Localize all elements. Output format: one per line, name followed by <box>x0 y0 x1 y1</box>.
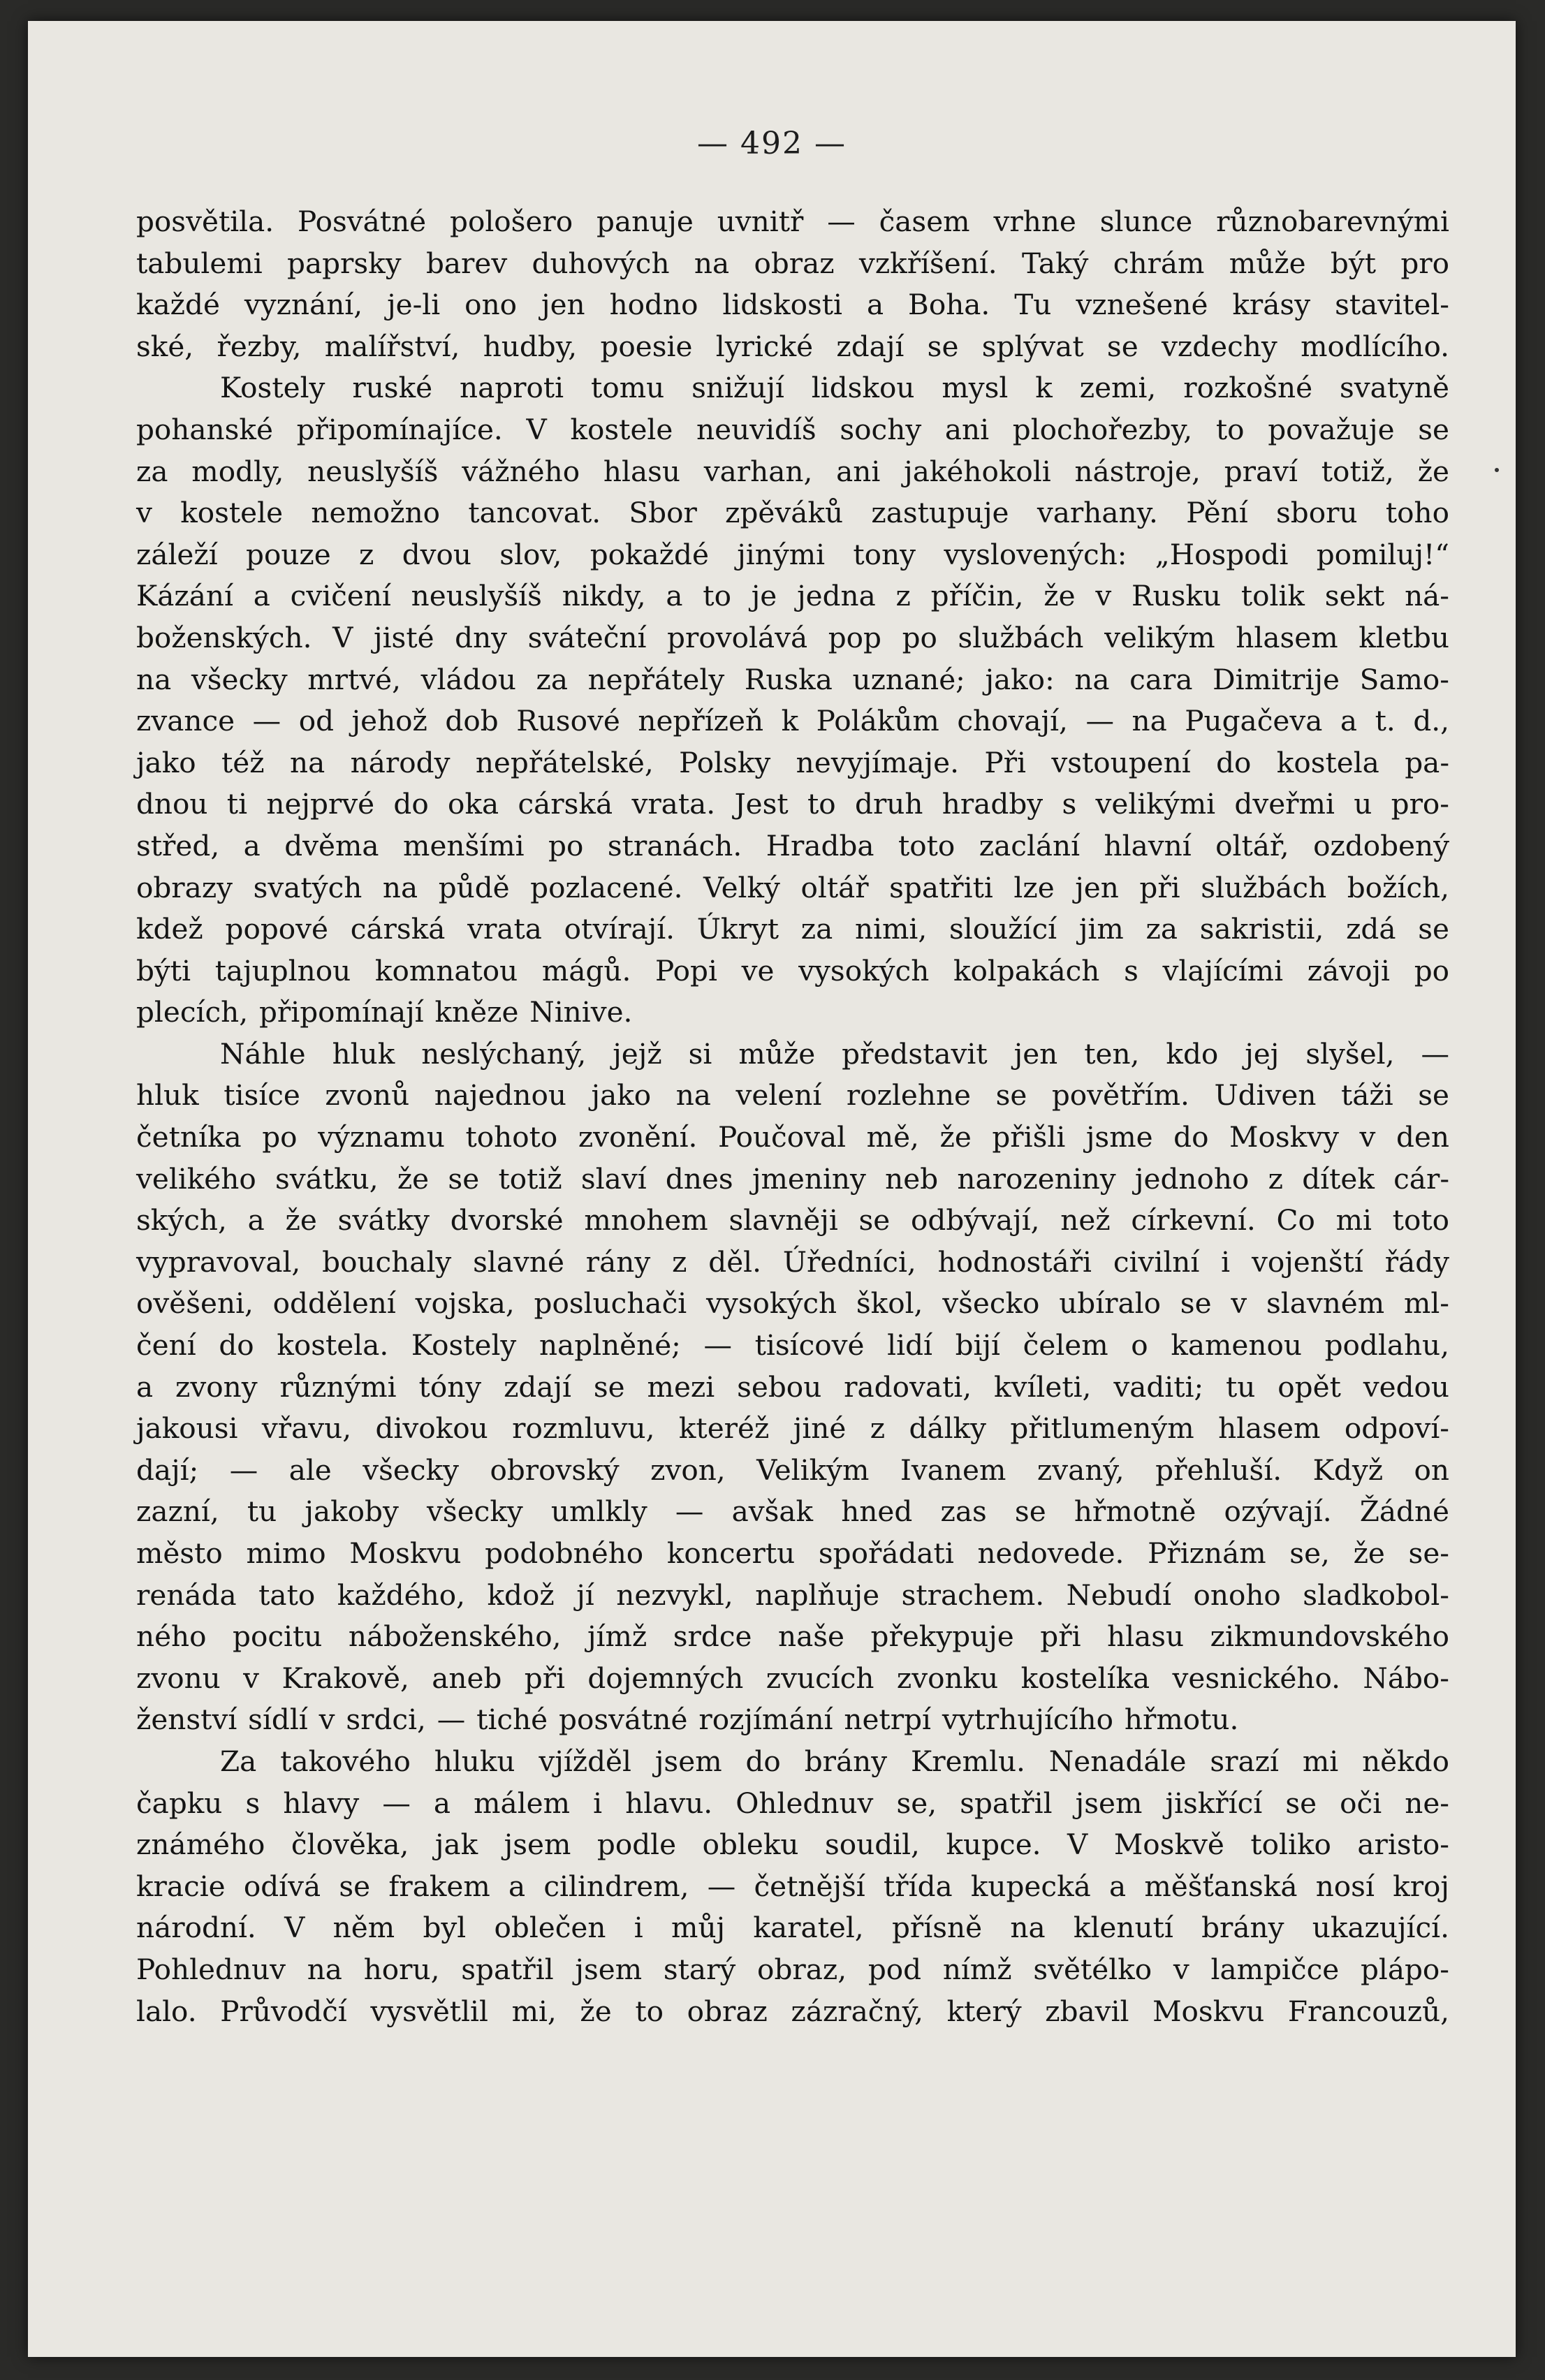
text-line: kracie odívá se frakem a cilindrem, — četnější třída kupecká a měšťanská nosí kroj <box>136 1869 1449 1903</box>
text-line: hluk tisíce zvonů najednou jako na velení rozlehne se povětřím. Udiven táži se <box>136 1078 1449 1112</box>
text-line: jako též na národy nepřátelské, Polsky nevyjímaje. Při vstoupení do kostela pa- <box>136 745 1449 779</box>
text-line: Kostely ruské naproti tomu snižují lidskou mysl k zemi, rozkošné svatyně <box>220 371 1449 405</box>
text-line: posvětila. Posvátné pološero panuje uvnitř — časem vrhne slunce různobarevnými <box>136 205 1449 238</box>
text-line: plecích, připomínají kněze Ninive. <box>136 995 633 1029</box>
text-line: tabulemi paprsky barev duhových na obraz vzkříšení. Taký chrám může být pro <box>136 246 1449 280</box>
text-line: národní. V něm byl oblečen i můj karatel, přísně na klenutí brány ukazující. <box>136 1911 1449 1945</box>
text-line: boženských. V jisté dny sváteční provolává pop po službách velikým hlasem kletbu <box>136 620 1449 654</box>
text-line: četníka po významu tohoto zvonění. Poučoval mě, že přišli jsme do Moskvy v den <box>136 1120 1449 1154</box>
book-page <box>28 21 1516 2357</box>
text-line: známého člověka, jak jsem podle obleku soudil, kupce. V Moskvě toliko aristo- <box>136 1828 1449 1862</box>
text-line: vypravoval, bouchaly slavné rány z děl. Úředníci, hodnostáři civilní i vojenští řády <box>136 1244 1449 1279</box>
text-line: za modly, neuslyšíš vážného hlasu varhan, ani jakéhokoli nástroje, praví totiž, že <box>136 454 1449 488</box>
text-line: jakousi vřavu, divokou rozmluvu, kteréž jiné z dálky přitlumeným hlasem odpoví- <box>136 1411 1449 1446</box>
text-line: dnou ti nejprvé do oka cárská vrata. Jest to druh hradby s velikými dveřmi u pro- <box>136 787 1449 821</box>
text-line: Kázání a cvičení neuslyšíš nikdy, a to je jedna z příčin, že v Rusku tolik sekt ná- <box>136 579 1449 613</box>
text-line: dají; — ale všecky obrovský zvon, Velikým Ivanem zvaný, přehluší. Když on <box>136 1453 1449 1487</box>
page-number: — 492 — <box>697 126 847 161</box>
text-line: zazní, tu jakoby všecky umlkly — avšak hned zas se hřmotně ozývají. Žádné <box>136 1494 1449 1529</box>
paragraph-2 <box>136 1034 1449 1741</box>
text-line: lalo. Průvodčí vysvětlil mi, že to obraz zázračný, který zbavil Moskvu Francouzů, <box>136 1994 1449 2028</box>
text-line: každé vyznání, je-li ono jen hodno lidskosti a Boha. Tu vznešené krásy stavitel- <box>136 288 1449 322</box>
text-line: Za takového hluku vjížděl jsem do brány Kremlu. Nenadále srazí mi někdo <box>220 1744 1449 1778</box>
paragraph-3 <box>136 1741 1449 2032</box>
text-line: záleží pouze z dvou slov, pokaždé jinými tony vyslovených: „Hospodi pomiluj!“ <box>136 537 1449 571</box>
text-line: Náhle hluk neslýchaný, jejž si může představit jen ten, kdo jej slyšel, — <box>220 1036 1449 1071</box>
margin-speck <box>1495 468 1499 472</box>
text-line: Pohlednuv na horu, spatřil jsem starý obraz, pod nímž světélko v lampičce plápo- <box>136 1952 1449 1986</box>
text-line: renáda tato každého, kdož jí nezvykl, naplňuje strachem. Nebudí onoho sladkobol- <box>136 1578 1449 1612</box>
text-line: obrazy svatých na půdě pozlacené. Velký oltář spatřiti lze jen při službách božích, <box>136 870 1449 904</box>
text-line: býti tajuplnou komnatou mágů. Popi ve vysokých kolpakách s vlajícími závoji po <box>136 953 1449 987</box>
text-line: pohanské připomínajíce. V kostele neuvidíš sochy ani plochořezby, to považuje se <box>136 412 1449 446</box>
text-line: město mimo Moskvu podobného koncertu spořádati nedovede. Přiznám se, že se- <box>136 1536 1449 1570</box>
text-line: ženství sídlí v srdci, — tiché posvátné rozjímání netrpí vytrhujícího hřmotu. <box>136 1703 1239 1737</box>
paragraph-1 <box>136 201 1449 1034</box>
text-line: kdež popové cárská vrata otvírají. Úkryt za nimi, sloužící jim za sakristii, zdá se <box>136 912 1449 946</box>
text-line: čapku s hlavy — a málem i hlavu. Ohlednuv se, spatřil jsem jiskřící se oči ne- <box>136 1786 1449 1820</box>
text-line: zvonu v Krakově, aneb při dojemných zvucích zvonku kostelíka vesnického. Nábo- <box>136 1661 1449 1695</box>
text-line: a zvony různými tóny zdají se mezi sebou radovati, kvíleti, vaditi; tu opět vedou <box>136 1369 1449 1404</box>
text-line: na všecky mrtvé, vládou za nepřátely Ruska uznané; jako: na cara Dimitrije Samo- <box>136 662 1449 696</box>
text-line: ské, řezby, malířství, hudby, poesie lyrické zdají se splývat se vzdechy modlícího. <box>136 329 1449 363</box>
text-line: ného pocitu náboženského, jímž srdce naše překypuje při hlasu zikmundovského <box>136 1619 1449 1654</box>
text-line: střed, a dvěma menšími po stranách. Hradba toto zaclání hlavní oltář, ozdobený <box>136 828 1449 862</box>
text-line: v kostele nemožno tancovat. Sbor zpěváků zastupuje varhany. Pění sboru toho <box>136 496 1449 530</box>
text-line: čení do kostela. Kostely naplněné; — tisícové lidí bijí čelem o kamenou podlahu, <box>136 1328 1449 1362</box>
text-line: ověšeni, oddělení vojska, posluchači vysokých škol, všecko ubíralo se v slavném ml- <box>136 1286 1449 1321</box>
text-line: velikého svátku, že se totiž slaví dnes jmeniny neb narozeniny jednoho z dítek cár- <box>136 1161 1449 1196</box>
text-line: ských, a že svátky dvorské mnohem slavněji se odbývají, než církevní. Co mi toto <box>136 1203 1449 1237</box>
body-text <box>136 201 1449 2032</box>
text-line: zvance — od jehož dob Rusové nepřízeň k Polákům chovají, — na Pugačeva a t. d., <box>136 704 1449 738</box>
